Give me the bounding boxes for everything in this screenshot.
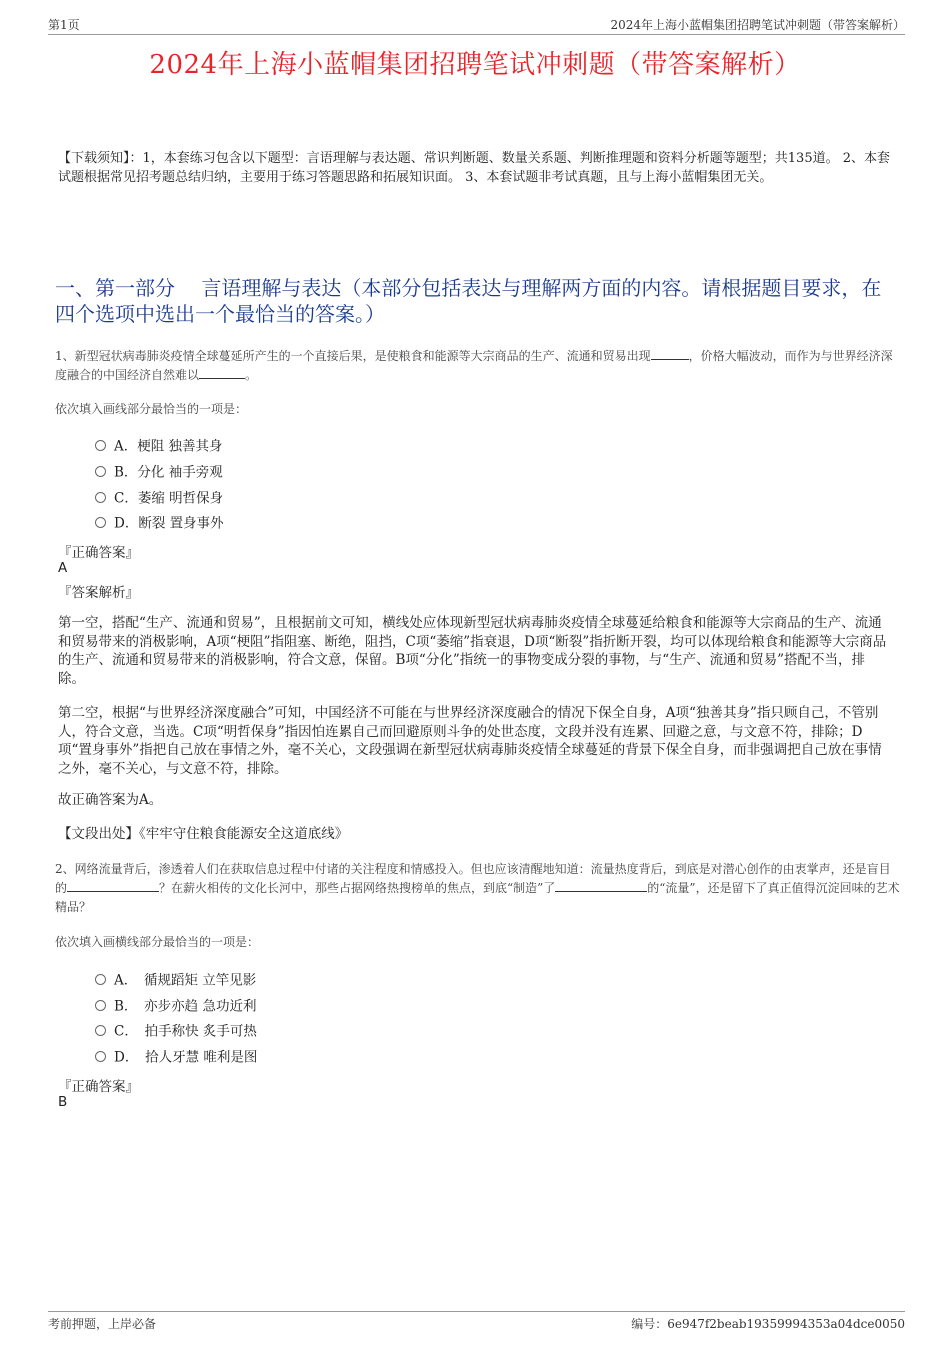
- section-heading: 一、第一部分 言语理解与表达（本部分包括表达与理解两方面的内容。请根据题目要求，在四个选项中选出一个最恰当的答案。）: [55, 276, 882, 326]
- fill-blank: [555, 879, 647, 892]
- correct-answer-tag: 『正确答案』: [58, 545, 139, 561]
- question-1-option-b[interactable]: B．分化 袖手旁观: [95, 462, 223, 482]
- analysis-tag: 『答案解析』: [58, 585, 139, 601]
- source-citation: 【文段出处】《牢牢守住粮食能源安全这道底线》: [58, 826, 349, 842]
- radio-icon[interactable]: [95, 1025, 106, 1036]
- analysis-paragraph: 第一空，搭配“生产、流通和贸易”，且根据前文可知，横线处应体现新型冠状病毒肺炎疫情全球蔓延给粮食和能源等大宗商品的生产、流通和贸易带来的消极影响，A项“梗阻”指阻塞、断绝，阻挡，C项“萎缩”指衰退，D项“断裂”指折断开裂，均可以体现给粮食和能源等大宗商品的生产、流通和贸易带来的消极影响，符合文意，保留。B项“分化”指统一的事物变成分裂的事物，与“生产、流通和贸易”搭配不当，排除。: [58, 615, 887, 687]
- footer-doc-id: 编号：6e947f2beab19359994353a04dce0050: [631, 1317, 905, 1331]
- radio-icon[interactable]: [95, 440, 106, 451]
- question-2-option-c[interactable]: C． 拍手称快 炙手可热: [95, 1021, 257, 1041]
- analysis-paragraph: 第二空，根据“与世界经济深度融合”可知，中国经济不可能在与世界经济深度融合的情况下保全自身，A项“独善其身”指只顾自己，不管别人，符合文意，当选。C项“明哲保身”指因怕连累自己而回避原则斗争的处世态度，文段并没有连累、回避之意，与文意不符，排除；D项“置身事外”指把自己放在事情之外，毫不关心，文段强调在新型冠状病毒肺炎疫情全球蔓延的背景下保全自身，而非强调把自己放在事情之外，毫不关心，与文意不符，排除。: [58, 705, 882, 777]
- question-1-stem: 1、新型冠状病毒肺炎疫情全球蔓延所产生的一个直接后果，是使粮食和能源等大宗商品的生产、流通和贸易出现 ，价格大幅波动，而作为与世界经济深度融合的中国经济自然难以 。: [55, 349, 893, 382]
- question-1-prompt: 依次填入画线部分最恰当的一项是：: [55, 402, 248, 416]
- question-2-stem: 2、网络流量背后，渗透着人们在获取信息过程中付诸的关注程度和情感投入。但也应该清醒地知道：流量热度背后，到底是对潜心创作的由衷掌声，还是盲目的 ？在薪火相传的文化长河中，那些占据网络热搜榜单的焦点，到底“制造”了 的“流量”，还是留下了真正值得沉淀回味的艺术精品？: [55, 862, 900, 914]
- analysis-conclusion: 故正确答案为A。: [58, 792, 163, 808]
- radio-icon[interactable]: [95, 466, 106, 477]
- page-footer: [48, 1311, 905, 1332]
- fill-blank: [651, 347, 689, 360]
- page-header: [48, 14, 905, 35]
- download-notice: 【下载须知】：1，本套练习包含以下题型：言语理解与表达题、常识判断题、数量关系题、判断推理题和资料分析题等题型；共135道。 2、本套试题根据常见招考题总结归纳，主要用于练习答题思路和拓展知识面。 3、本套试题非考试真题，且与上海小蓝帽集团无关。: [58, 151, 890, 185]
- question-2-option-b[interactable]: B． 亦步亦趋 急功近利: [95, 996, 256, 1016]
- question-1-option-a[interactable]: A．梗阻 独善其身: [95, 436, 223, 456]
- correct-answer-tag: 『正确答案』: [58, 1079, 139, 1095]
- question-2-option-a[interactable]: A． 循规蹈矩 立竿见影: [95, 970, 256, 990]
- fill-blank: [199, 366, 245, 379]
- question-2-prompt: 依次填入画横线部分最恰当的一项是：: [55, 935, 260, 949]
- header-doc-title: 2024年上海小蓝帽集团招聘笔试冲刺题（带答案解析）: [610, 18, 905, 32]
- radio-icon[interactable]: [95, 517, 106, 528]
- question-1-option-d[interactable]: D．断裂 置身事外: [95, 513, 224, 533]
- footer-slogan: 考前押题，上岸必备: [48, 1317, 157, 1331]
- correct-answer: B: [58, 1094, 68, 1110]
- radio-icon[interactable]: [95, 1051, 106, 1062]
- question-2-option-d[interactable]: D． 拾人牙慧 唯利是图: [95, 1047, 257, 1067]
- page-number: 第1页: [48, 18, 80, 32]
- fill-blank: [67, 879, 159, 892]
- radio-icon[interactable]: [95, 492, 106, 503]
- radio-icon[interactable]: [95, 1000, 106, 1011]
- page-title: 2024年上海小蓝帽集团招聘笔试冲刺题（带答案解析）: [149, 50, 801, 80]
- radio-icon[interactable]: [95, 974, 106, 985]
- correct-answer: A: [58, 560, 68, 576]
- question-1-option-c[interactable]: C．萎缩 明哲保身: [95, 488, 223, 508]
